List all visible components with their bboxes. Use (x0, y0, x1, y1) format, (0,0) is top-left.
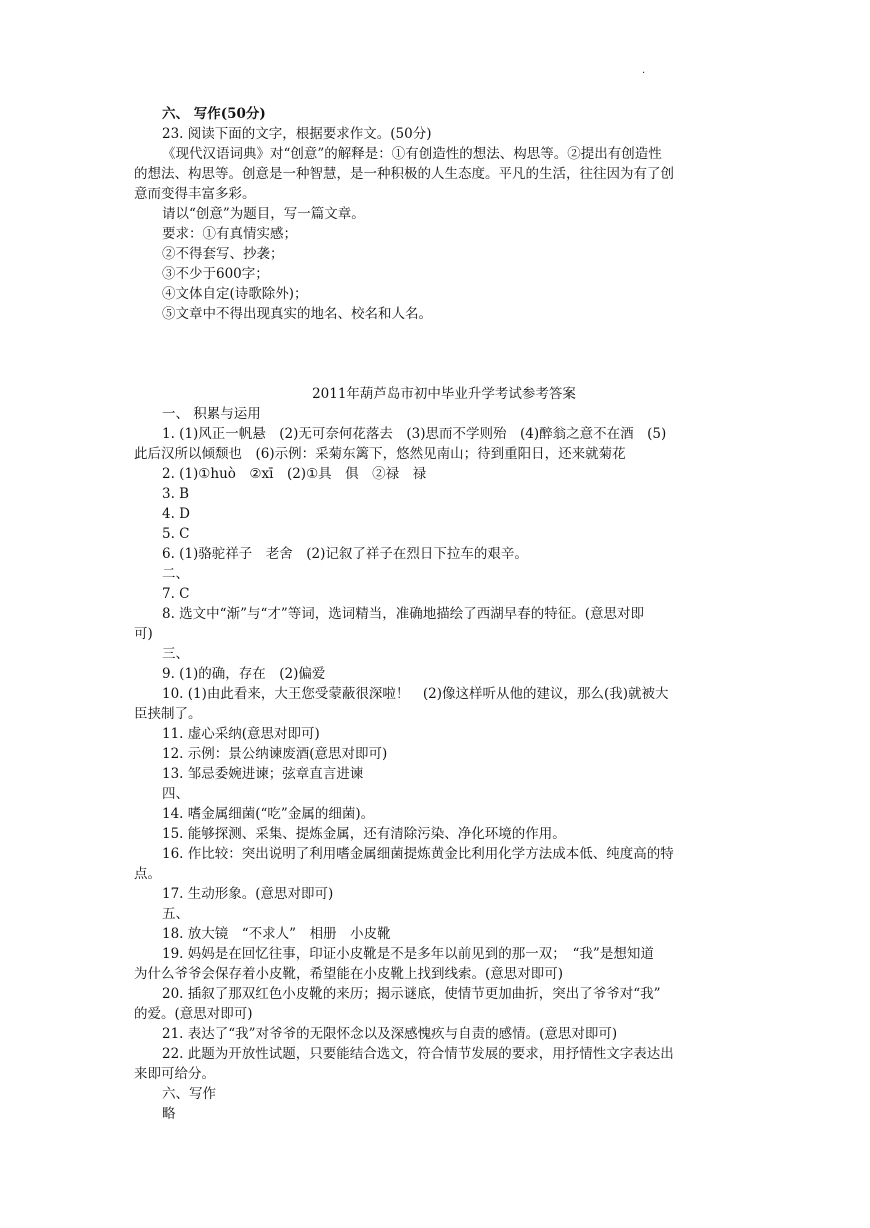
answer-text-line: 此后汉所以倾颓也 (6)示例：采菊东篱下，悠然见南山；待到重阳日，还来就菊花 (134, 446, 626, 462)
document-page (134, 104, 754, 1124)
writing-text-line: ④文体自定(诗歌除外)； (162, 286, 308, 302)
answer-text-line: 8. 选文中“渐”与“才”等词，选词精当，准确地描绘了西湖早春的特征。(意思对即 (162, 606, 645, 622)
writing-text-line: 请以“创意”为题目，写一篇文章。 (162, 206, 365, 222)
writing-section-heading: 六、 写作(50分) (162, 106, 266, 122)
answer-text-line: 11. 虚心采纳(意思对即可) (162, 726, 320, 742)
answer-text-line: 14. 嗜金属细菌(“吃”金属的细菌)。 (162, 806, 375, 822)
page-dot-mark: . (642, 65, 646, 76)
answer-text-line: 一、 积累与运用 (162, 406, 261, 422)
answer-text-line: 二、 (162, 566, 189, 582)
answer-text-line: 臣挟制了。 (134, 706, 202, 722)
writing-text-line: 要求：①有真情实感； (162, 226, 297, 242)
answer-text-line: 13. 邹忌委婉进谏；弦章直言进谏 (162, 766, 364, 782)
answer-text-line: 五、 (162, 906, 189, 922)
answer-text-line: 15. 能够探测、采集、提炼金属，还有清除污染、净化环境的作用。 (162, 826, 566, 842)
answer-text-line: 18. 放大镜 “不求人” 相册 小皮靴 (162, 926, 391, 942)
answer-text-line: 2. (1)①huò ②xī (2)①具 俱 ②禄 禄 (162, 466, 427, 482)
answer-text-line: 17. 生动形象。(意思对即可) (162, 886, 334, 902)
answer-text-line: 7. C (162, 586, 190, 602)
writing-text-line: 的想法、构思等。创意是一种智慧，是一种积极的人生态度。平凡的生活，往往因为有了创 (134, 166, 674, 182)
answer-text-line: 20. 插叙了那双红色小皮靴的来历；揭示谜底，使情节更加曲折，突出了爷爷对“我” (162, 986, 661, 1002)
answer-text-line: 22. 此题为开放性试题，只要能结合选文，符合情节发展的要求，用抒情性文字表达出 (162, 1046, 674, 1062)
answer-text-line: 10. (1)由此看来，大王您受蒙蔽很深啦！ (2)像这样听从他的建议，那么(我)就被大 (162, 686, 669, 702)
answers-body (134, 404, 754, 1124)
answer-text-line: 四、 (162, 786, 189, 802)
writing-text-line: ③不少于600字； (162, 266, 269, 282)
answer-text-line: 12. 示例：景公纳谏废酒(意思对即可) (162, 746, 388, 762)
answer-text-line: 4. D (162, 506, 190, 522)
answer-text-line: 21. 表达了“我”对爷爷的无限怀念以及深感愧疚与自责的感情。(意思对即可) (162, 1026, 618, 1042)
answer-text-line: 点。 (134, 866, 161, 882)
writing-section-body (134, 124, 754, 324)
answer-text-line: 19. 妈妈是在回忆往事，印证小皮靴是不是多年以前见到的那一双； “我”是想知道 (162, 946, 654, 962)
answer-text-line: 六、写作 (162, 1086, 216, 1102)
answer-text-line: 1. (1)风正一帆悬 (2)无可奈何花落去 (3)思而不学则殆 (4)醉翁之意不在酒 (5) (162, 426, 667, 442)
answer-text-line: 的爱。(意思对即可) (134, 1006, 253, 1022)
answer-text-line: 16. 作比较：突出说明了利用嗜金属细菌提炼黄金比利用化学方法成本低、纯度高的特 (162, 846, 674, 862)
writing-text-line: ②不得套写、抄袭； (162, 246, 284, 262)
writing-text-line: ⑤文章中不得出现真实的地名、校名和人名。 (162, 306, 432, 322)
writing-text-line: 23. 阅读下面的文字，根据要求作文。(50分) (162, 126, 432, 142)
answers-title: 2011年葫芦岛市初中毕业升学考试参考答案 (312, 386, 576, 402)
answer-text-line: 6. (1)骆驼祥子 老舍 (2)记叙了祥子在烈日下拉车的艰辛。 (162, 546, 528, 562)
writing-text-line: 《现代汉语词典》对“创意”的解释是：①有创造性的想法、构思等。②提出有创造性 (162, 146, 662, 162)
answer-text-line: 三、 (162, 646, 189, 662)
writing-text-line: 意而变得丰富多彩。 (134, 186, 256, 202)
section-spacer (134, 324, 754, 384)
answer-text-line: 为什么爷爷会保存着小皮靴，希望能在小皮靴上找到线索。(意思对即可) (134, 966, 564, 982)
answer-text-line: 3. B (162, 486, 190, 502)
answer-text-line: 5. C (162, 526, 190, 542)
answer-text-line: 来即可给分。 (134, 1066, 215, 1082)
answer-text-line: 可) (134, 626, 153, 642)
answer-text-line: 略 (162, 1106, 176, 1122)
answer-text-line: 9. (1)的确，存在 (2)偏爱 (162, 666, 326, 682)
